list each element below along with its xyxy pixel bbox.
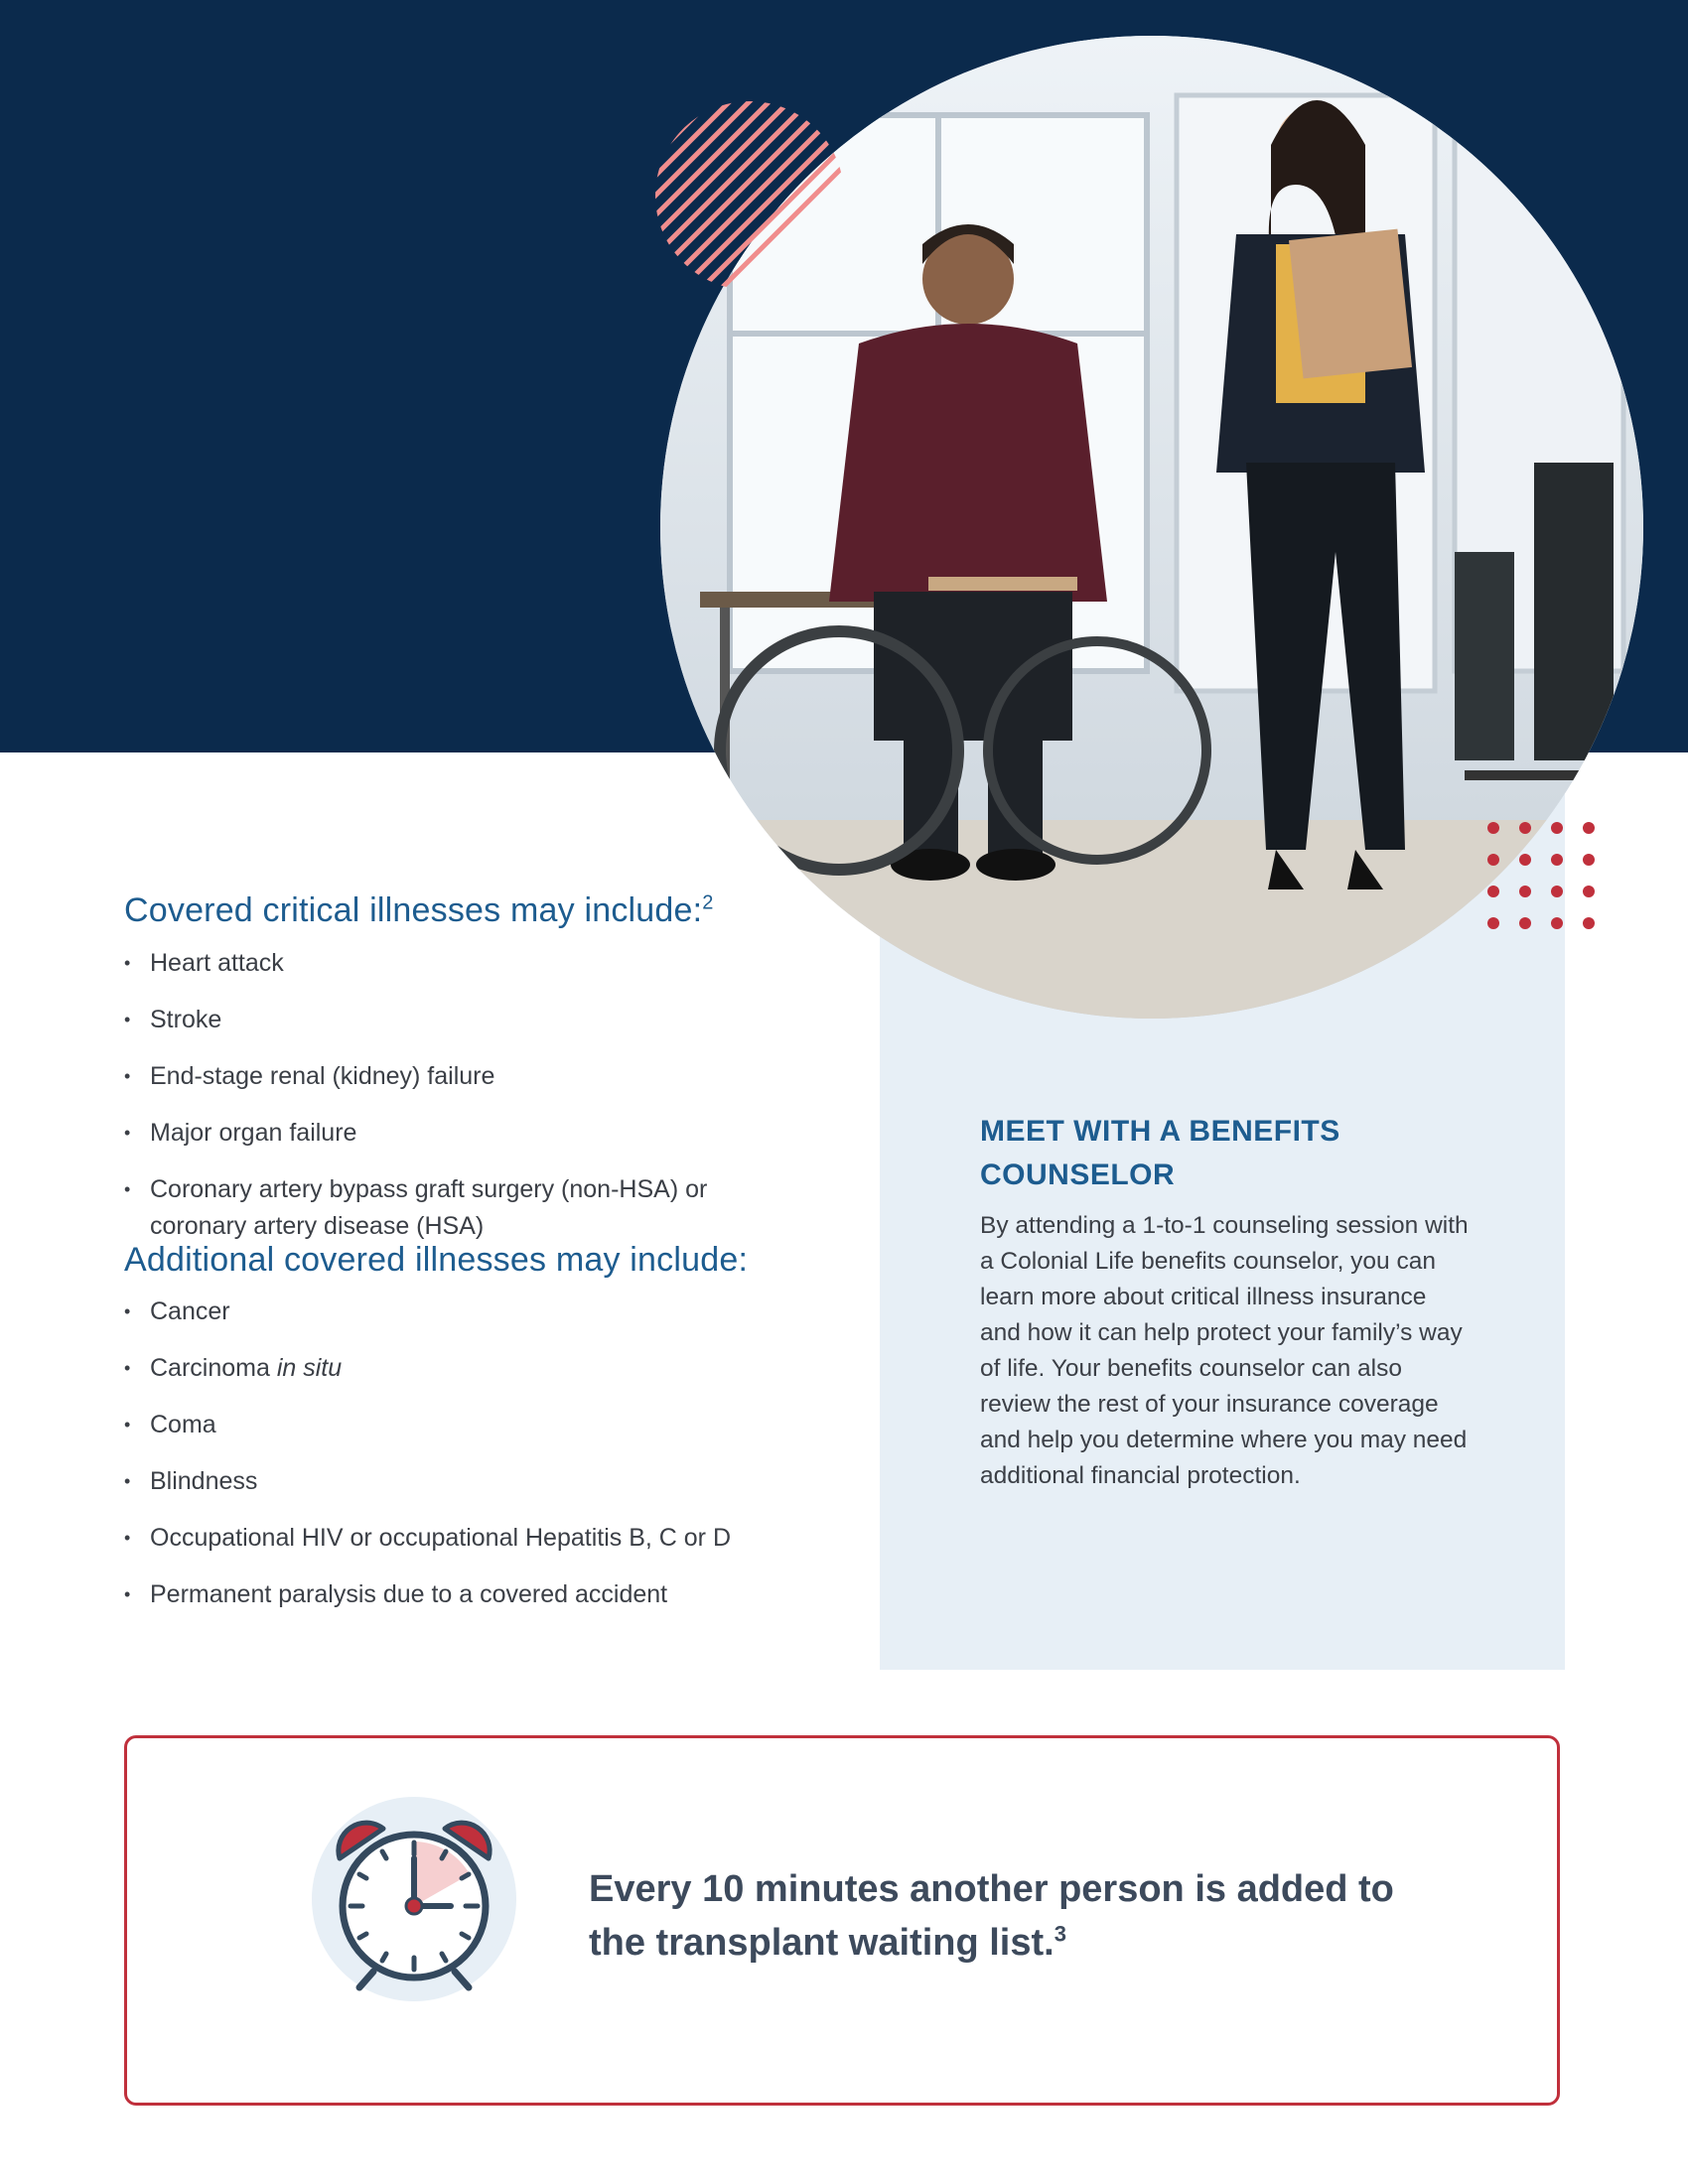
covered-illnesses-heading	[124, 891, 714, 930]
carcinoma-in-situ: in situ	[276, 1354, 343, 1382]
list-item: • Major organ failure	[124, 1115, 785, 1152]
carcinoma-text: Carcinoma	[150, 1354, 270, 1382]
list-item: • Occupational HIV or occupational Hepatitis B, C or D	[124, 1520, 731, 1557]
covered-illnesses-list	[124, 945, 785, 1265]
covered-heading-text: Covered critical illnesses may include:	[124, 891, 703, 929]
counselor-title: MEET WITH A BENEFITS COUNSELOR	[980, 1115, 1340, 1191]
additional-illnesses-list	[124, 1294, 731, 1633]
dots-decoration	[1485, 820, 1595, 929]
counselor-body: By attending a 1-to-1 counseling session with a Colonial Life benefits counselor, you can learn more about critical illness insurance and how it can help protect your family’s way of life. Your benefits counselor can also review the rest of your insurance coverage and help you determine where you may need additional financial protection.	[980, 1212, 1469, 1489]
list-item: • Coma	[124, 1407, 731, 1443]
list-item: • Cancer	[124, 1294, 731, 1330]
stripe-decoration	[650, 101, 849, 290]
footnote-2: 2	[702, 891, 714, 914]
footnote-3: 3	[1054, 1921, 1066, 1947]
callout-statement: Every 10 minutes another person is added to the transplant waiting list.	[589, 1868, 1394, 1964]
additional-illnesses-heading: Additional covered illnesses may include:	[124, 1241, 749, 1279]
list-item: • Coronary artery bypass graft surgery (non-HSA) or coronary artery disease (HSA)	[124, 1171, 785, 1245]
list-item: • Heart attack	[124, 945, 785, 982]
alarm-clock-icon	[312, 1797, 516, 2001]
list-item	[124, 1350, 731, 1387]
list-item: • Stroke	[124, 1002, 785, 1038]
list-item: • Blindness	[124, 1463, 731, 1500]
callout-text	[589, 1862, 1403, 1970]
list-item: • End-stage renal (kidney) failure	[124, 1058, 785, 1095]
list-item: • Permanent paralysis due to a covered accident	[124, 1576, 731, 1613]
